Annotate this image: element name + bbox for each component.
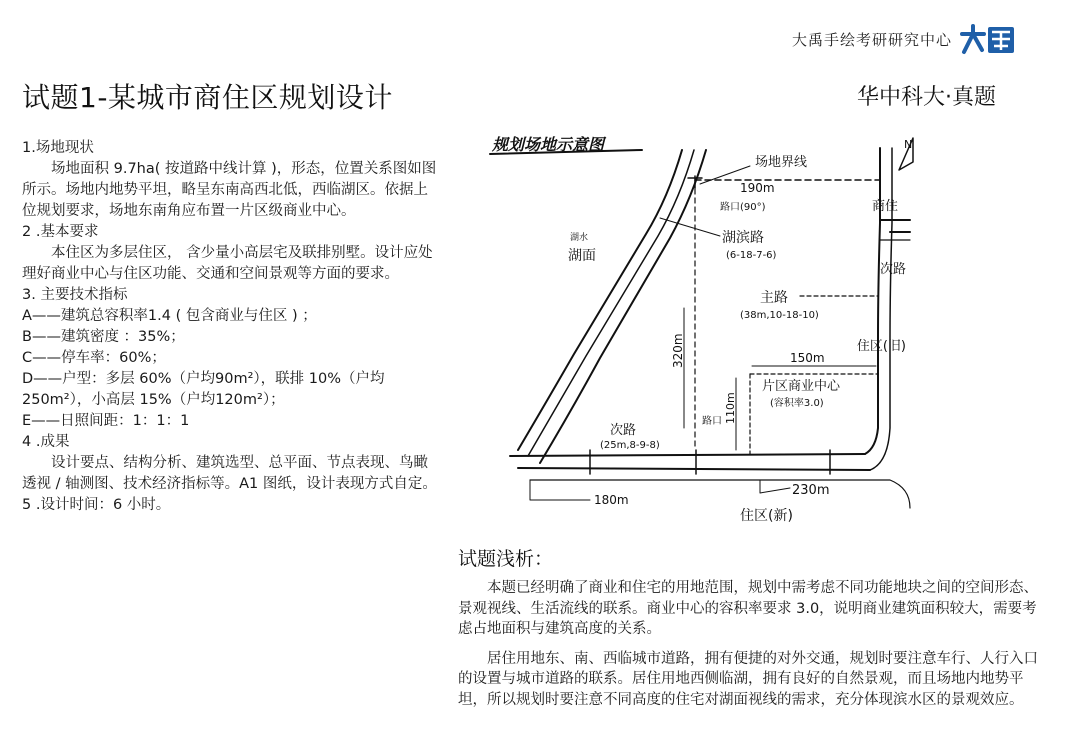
mouth-label: 路口(90°) bbox=[720, 202, 766, 213]
site-boundary-label: 场地界线 bbox=[755, 155, 808, 170]
new-residential-label: 住区(新) bbox=[740, 508, 793, 524]
analysis-title: 试题浅析： bbox=[458, 548, 554, 570]
section-indicators-heading: 3. 主要技术指标 bbox=[22, 287, 128, 304]
section-time-heading: 5 .设计时间：6 小时。 bbox=[22, 497, 171, 514]
brand bbox=[792, 22, 1018, 56]
section-site-heading: 1.场地现状 bbox=[22, 140, 94, 156]
page-title: 试题1-某城市商住区规划设计 bbox=[22, 81, 393, 114]
source-label: 华中科大·真题 bbox=[857, 85, 996, 110]
lakeside-road-label: 湖滨路 bbox=[722, 230, 764, 246]
secondary-road-section: (25m,8-9-8) bbox=[600, 440, 660, 451]
section-site-text: 场地面积 9.7ha( 按道路中线计算 )，形态，位置关系图如图所示。场地内地势平坦，略呈东南高西北低，西临湖区。依据上位规划要求，场地东南角应布置一片区级商业中心。 bbox=[22, 161, 437, 220]
section-deliverables-heading: 4 .成果 bbox=[22, 434, 70, 451]
north-label: N bbox=[904, 138, 913, 151]
design-brief bbox=[22, 138, 442, 516]
indicator-a: A——建筑总容积率1.4 ( 包含商业与住区 ) ； bbox=[22, 308, 317, 325]
brand-text: 大禹手绘考研研究中心 bbox=[791, 30, 952, 49]
dim-150-label: 150m bbox=[790, 351, 825, 365]
crossing-label: 路口 bbox=[702, 416, 722, 427]
analysis-paragraph-1: 本题已经明确了商业和住宅的用地范围，规划中需考虑不同功能地块之间的空间形态、景观视线、生活流线的联系。商业中心的容积率要求 3.0，说明商业建筑面积较大，需要考虑占地面积与建筑高度的关系。 bbox=[458, 580, 1038, 638]
secondary-road-label: 次路 bbox=[610, 423, 637, 438]
site-diagram bbox=[470, 128, 913, 533]
commercial-residential-label: 商住 bbox=[871, 199, 898, 214]
indicator-c: C——停车率：60%； bbox=[22, 350, 166, 367]
analysis-body bbox=[458, 578, 1038, 719]
dim-230-label: 230m bbox=[792, 483, 830, 498]
main-road-label: 主路 bbox=[760, 290, 788, 306]
section-requirements-text: 本住区为多层住区， 含少量小高层宅及联排别墅。设计应处理好商业中心与住区功能、交通和空间景观等方面的要求。 bbox=[22, 245, 433, 283]
section-deliverables-text: 设计要点、结构分析、建筑选型、总平面、节点表现、鸟瞰透视 / 轴测图、技术经济指标等。A1 图纸，设计表现方式自定。 bbox=[22, 455, 437, 493]
indicator-d: D——户型：多层 60%（户均90m²），联排 10%（户均250m²），小高层 15%（户均120m²）； bbox=[22, 371, 385, 409]
dim-110-label: 110m bbox=[724, 392, 737, 424]
analysis-paragraph-2: 居住用地东、南、西临城市道路，拥有便捷的对外交通，规划时要注意车行、人行入口的设置与城市道路的联系。居住用地西侧临湖，拥有良好的自然景观，而且场地内地势平坦，所以规划时要注意不同高度的住宅对湖面视线的需求，充分体现滨水区的景观效应。 bbox=[458, 650, 1038, 708]
diagram-title: 规划场地示意图 bbox=[492, 135, 605, 154]
brand-logo-icon bbox=[960, 22, 1018, 56]
indicator-e: E——日照间距：1：1：1 bbox=[22, 413, 190, 430]
main-road-section: (38m,10-18-10) bbox=[740, 310, 819, 321]
dim-320-label: 320m bbox=[671, 333, 685, 368]
dim-190-label: 190m bbox=[740, 181, 775, 195]
commercial-center-label: 片区商业中心 bbox=[762, 379, 841, 394]
lakeside-road-section: (6-18-7-6) bbox=[726, 250, 777, 261]
dim-180-label: 180m bbox=[594, 493, 629, 507]
lake-label: 湖面 bbox=[568, 248, 596, 264]
indicator-b: B——建筑密度 ：35%； bbox=[22, 329, 185, 346]
far-label: (容积率3.0) bbox=[770, 398, 824, 409]
old-residential-label: 住区(旧) bbox=[856, 339, 906, 354]
lake-small-label: 湖水 bbox=[570, 233, 589, 243]
secondary-road-east-label: 次路 bbox=[879, 262, 906, 277]
section-requirements-heading: 2 .基本要求 bbox=[22, 224, 99, 241]
